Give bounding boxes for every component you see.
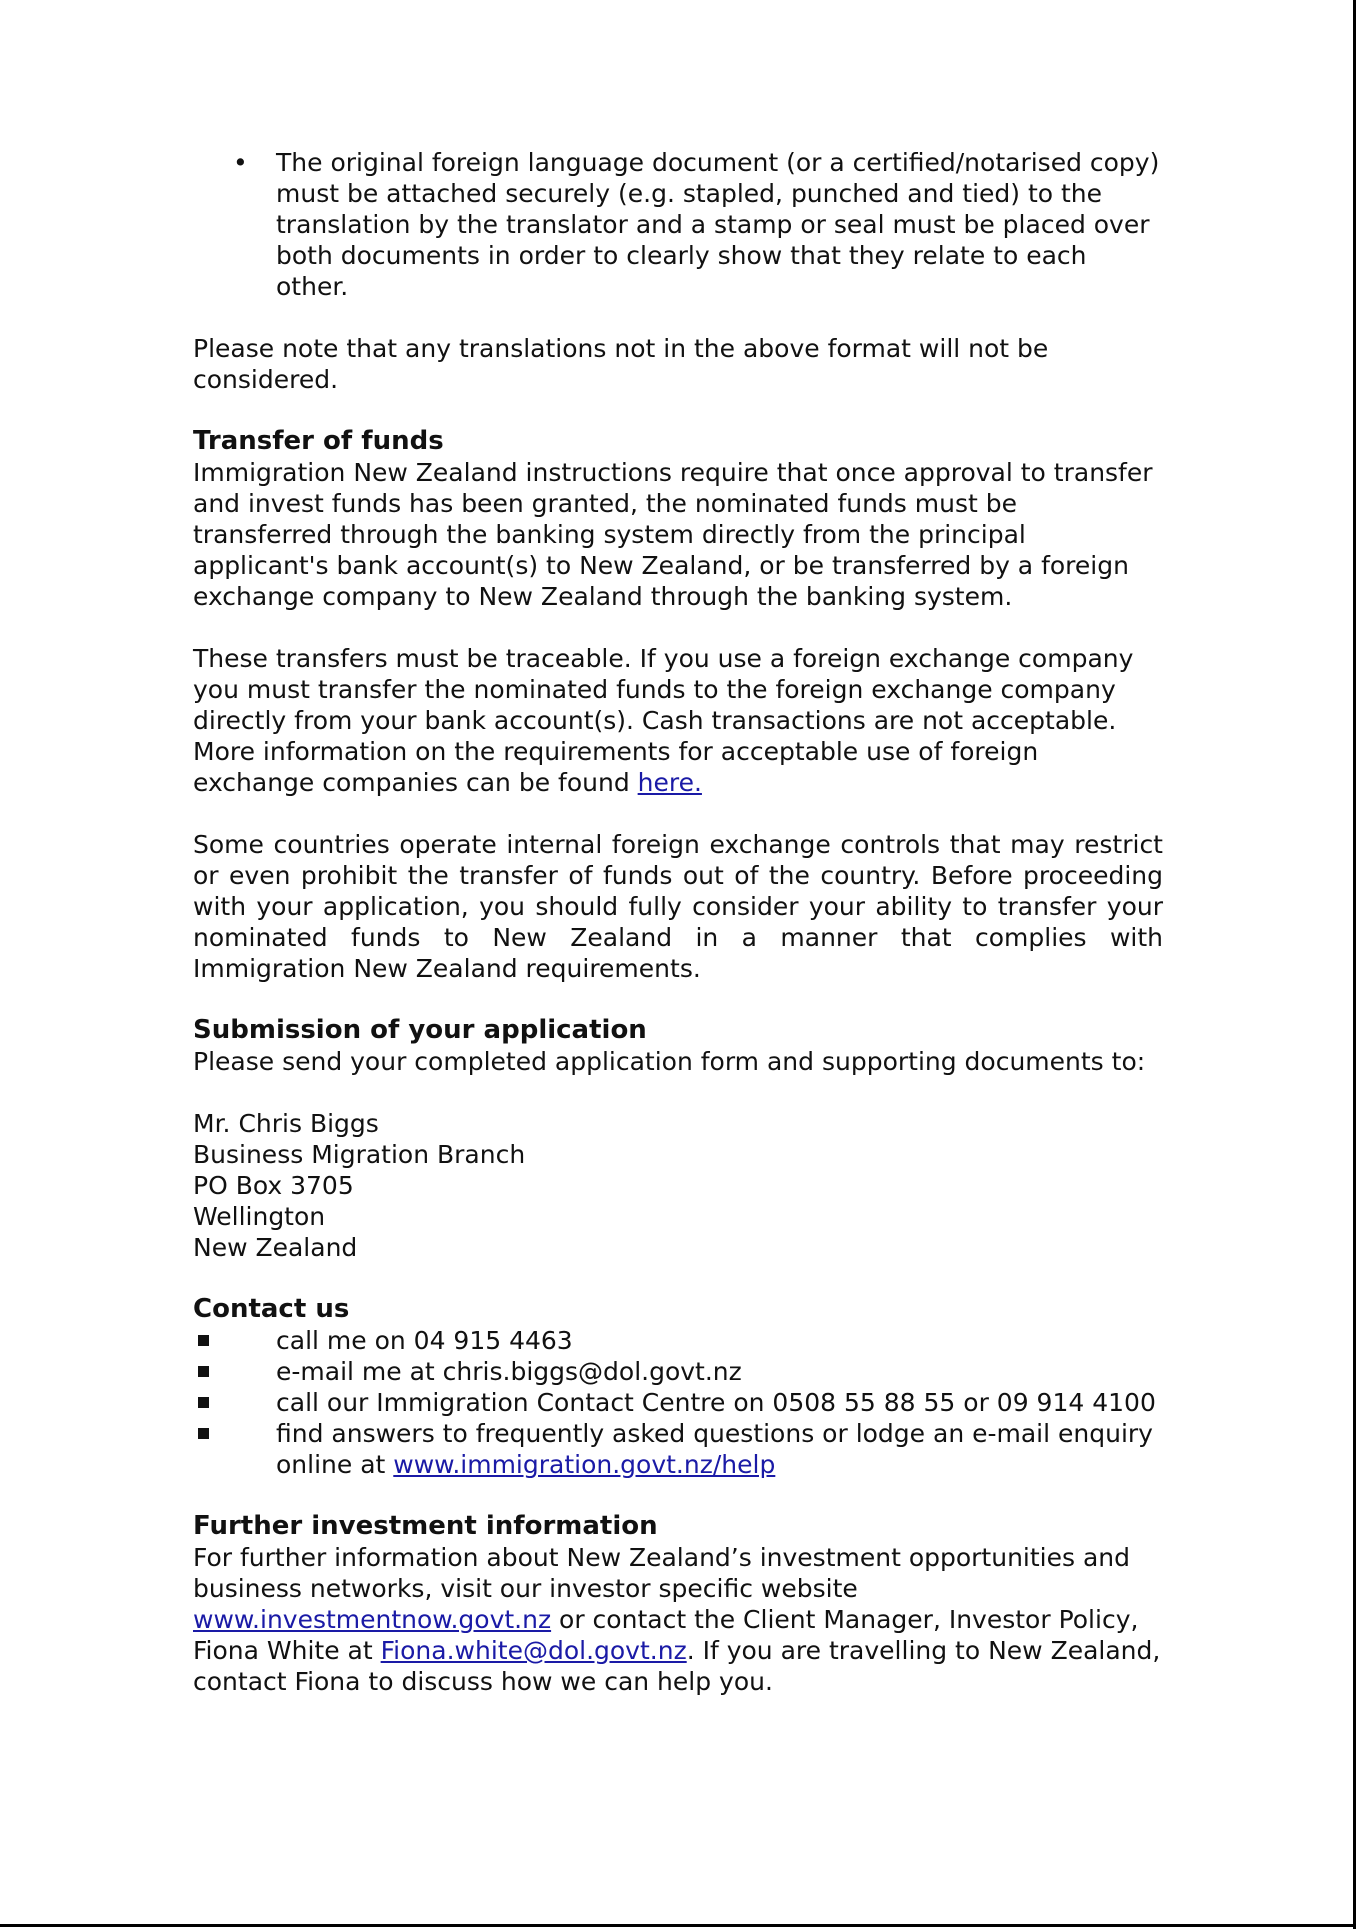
transfer-paragraph-3: Some countries operate internal foreign exchange controls that may restrict or even prohibit the transfer of funds out of the country. Before proceeding with your application, you should fully consider your ability to transfer your nominated funds to New Zealand in a manner that complies with Immigration New Zealand requirements. (193, 830, 1163, 983)
further-info-heading: Further investment information (193, 1511, 658, 1541)
square-bullet-icon (198, 1335, 209, 1346)
address-line: Business Migration Branch (193, 1140, 526, 1169)
translation-note: Please note that any translations not in the above format will not be considered. (193, 334, 1049, 394)
investmentnow-link[interactable]: www.investmentnow.govt.nz (193, 1605, 552, 1634)
list-item (193, 1356, 1163, 1387)
submission-heading: Submission of your application (193, 1015, 647, 1045)
contact-heading: Contact us (193, 1294, 350, 1324)
square-bullet-icon (198, 1366, 209, 1377)
square-bullet-icon (198, 1428, 209, 1439)
address-line: Wellington (193, 1202, 326, 1231)
here-link[interactable]: here. (637, 768, 702, 797)
square-bullet-icon (198, 1397, 209, 1408)
further-info-text: or contact the Client Manager, Investor Policy, Fiona White at (193, 1605, 1139, 1665)
fiona-email-link[interactable]: Fiona.white@dol.govt.nz (380, 1636, 687, 1665)
address-line: PO Box 3705 (193, 1171, 354, 1200)
document-body (193, 147, 1163, 1697)
list-item-text: call our Immigration Contact Centre on 0508 55 88 55 or 09 914 4100 (276, 1388, 1156, 1417)
further-info-paragraph (193, 1542, 1163, 1697)
address-line: Mr. Chris Biggs (193, 1109, 379, 1138)
address-line: New Zealand (193, 1233, 358, 1262)
page-border-bottom (0, 1924, 1356, 1927)
mailing-address (193, 1108, 1163, 1263)
further-info-text: For further information about New Zealand’s investment opportunities and business networks, visit our investor specific website (193, 1543, 1130, 1603)
transfer-paragraph-1: Immigration New Zealand instructions require that once approval to transfer and invest funds has been granted, the nominated funds must be transferred through the banking system directly from the principal applicant's bank account(s) to New Zealand, or be transferred by a foreign exchange company to New Zealand through the banking system. (193, 458, 1153, 611)
submission-intro: Please send your completed application form and supporting documents to: (193, 1047, 1146, 1076)
list-item-text: call me on 04 915 4463 (276, 1326, 573, 1355)
transfer-heading: Transfer of funds (193, 426, 444, 456)
further-info-text: . If you are travelling to New Zealand, contact Fiona to discuss how we can help you. (193, 1636, 1161, 1696)
immigration-help-link[interactable]: www.immigration.govt.nz/help (393, 1450, 776, 1479)
list-item (193, 147, 1163, 302)
list-item (193, 1418, 1163, 1480)
transfer-paragraph-2-text: These transfers must be traceable. If you use a foreign exchange company you must transfer the nominated funds to the foreign exchange company directly from your bank account(s). Cash transactions are not acceptable. More information on the requirements for acceptable use of foreign exchange companies can be found (193, 644, 1134, 797)
transfer-paragraph-2 (193, 643, 1163, 798)
contact-list (193, 1325, 1163, 1480)
translation-requirements-list (193, 147, 1163, 302)
bullet-dot-icon: • (233, 148, 248, 177)
list-item (193, 1325, 1163, 1356)
list-item (193, 1387, 1163, 1418)
list-item-text: The original foreign language document (or a certified/notarised copy) must be attached securely (e.g. stapled, punched and tied) to the translation by the translator and a stamp or seal must be placed over both documents in order to clearly show that they relate to each other. (276, 148, 1160, 301)
page-border-right (1353, 0, 1356, 1929)
list-item-text: e-mail me at chris.biggs@dol.govt.nz (276, 1357, 742, 1386)
list-item-text: find answers to frequently asked questions or lodge an e-mail enquiry online at (276, 1419, 1153, 1479)
